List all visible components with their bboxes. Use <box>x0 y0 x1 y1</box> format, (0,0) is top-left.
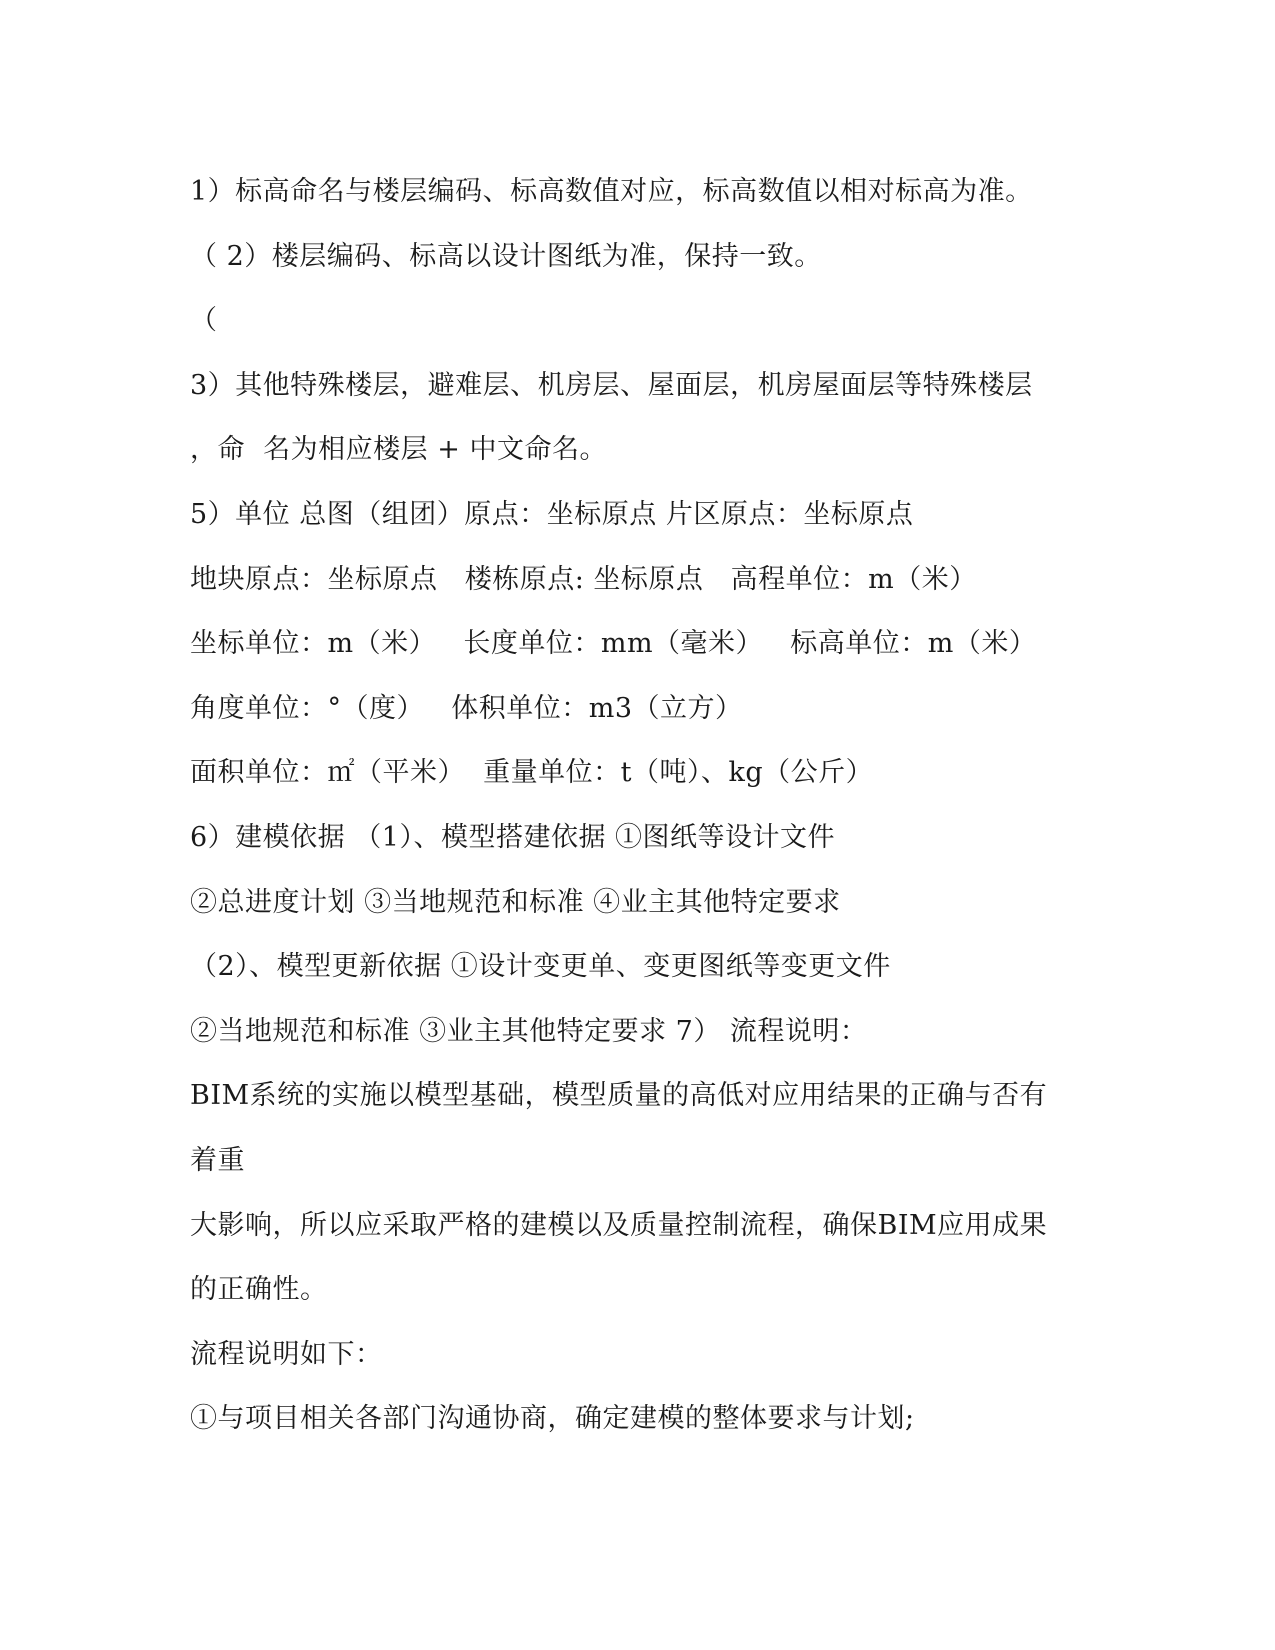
text-line: ②当地规范和标准 ③业主其他特定要求 7） 流程说明： <box>190 1015 868 1047</box>
text-line: BIM系统的实施以模型基础，模型质量的高低对应用结果的正确与否有 <box>190 1080 1048 1112</box>
text-line: 面积单位：㎡（平米） 重量单位：t（吨）、kg（公斤） <box>190 757 874 789</box>
text-line: 5）单位 总图（组团）原点：坐标原点 片区原点：坐标原点 <box>190 498 914 530</box>
text-line: （ 2）楼层编码、标高以设计图纸为准，保持一致。 <box>190 240 822 272</box>
text-line: 流程说明如下： <box>190 1338 383 1370</box>
text-line: 大影响，所以应采取严格的建模以及质量控制流程，确保BIM应用成果 <box>190 1209 1048 1241</box>
text-line: 地块原点：坐标原点 楼栋原点: 坐标原点 高程单位：m（米） <box>190 563 977 595</box>
text-line: （ <box>190 305 218 337</box>
text-line: 角度单位：°（度） 体积单位：m3（立方） <box>190 692 743 724</box>
text-line: 着重 <box>190 1144 245 1176</box>
text-line: ②总进度计划 ③当地规范和标准 ④业主其他特定要求 <box>190 886 841 918</box>
text-line: （2）、模型更新依据 ①设计变更单、变更图纸等变更文件 <box>190 951 891 983</box>
text-line: 1）标高命名与楼层编码、标高数值对应，标高数值以相对标高为准。 <box>190 176 1033 207</box>
text-line: ①与项目相关各部门沟通协商，确定建模的整体要求与计划; <box>190 1403 915 1435</box>
text-line: 6）建模依据 （1）、模型搭建依据 ①图纸等设计文件 <box>190 821 836 853</box>
text-line: ，命 名为相应楼层 + 中文命名。 <box>190 434 607 466</box>
text-line: 的正确性。 <box>190 1274 328 1306</box>
text-line: 3）其他特殊楼层，避难层、机房层、屋面层，机房屋面层等特殊楼层 <box>190 369 1033 401</box>
document-body <box>190 160 1090 1452</box>
text-line: 坐标单位：m（米） 长度单位：mm（毫米） 标高单位：m（米） <box>190 628 1037 660</box>
